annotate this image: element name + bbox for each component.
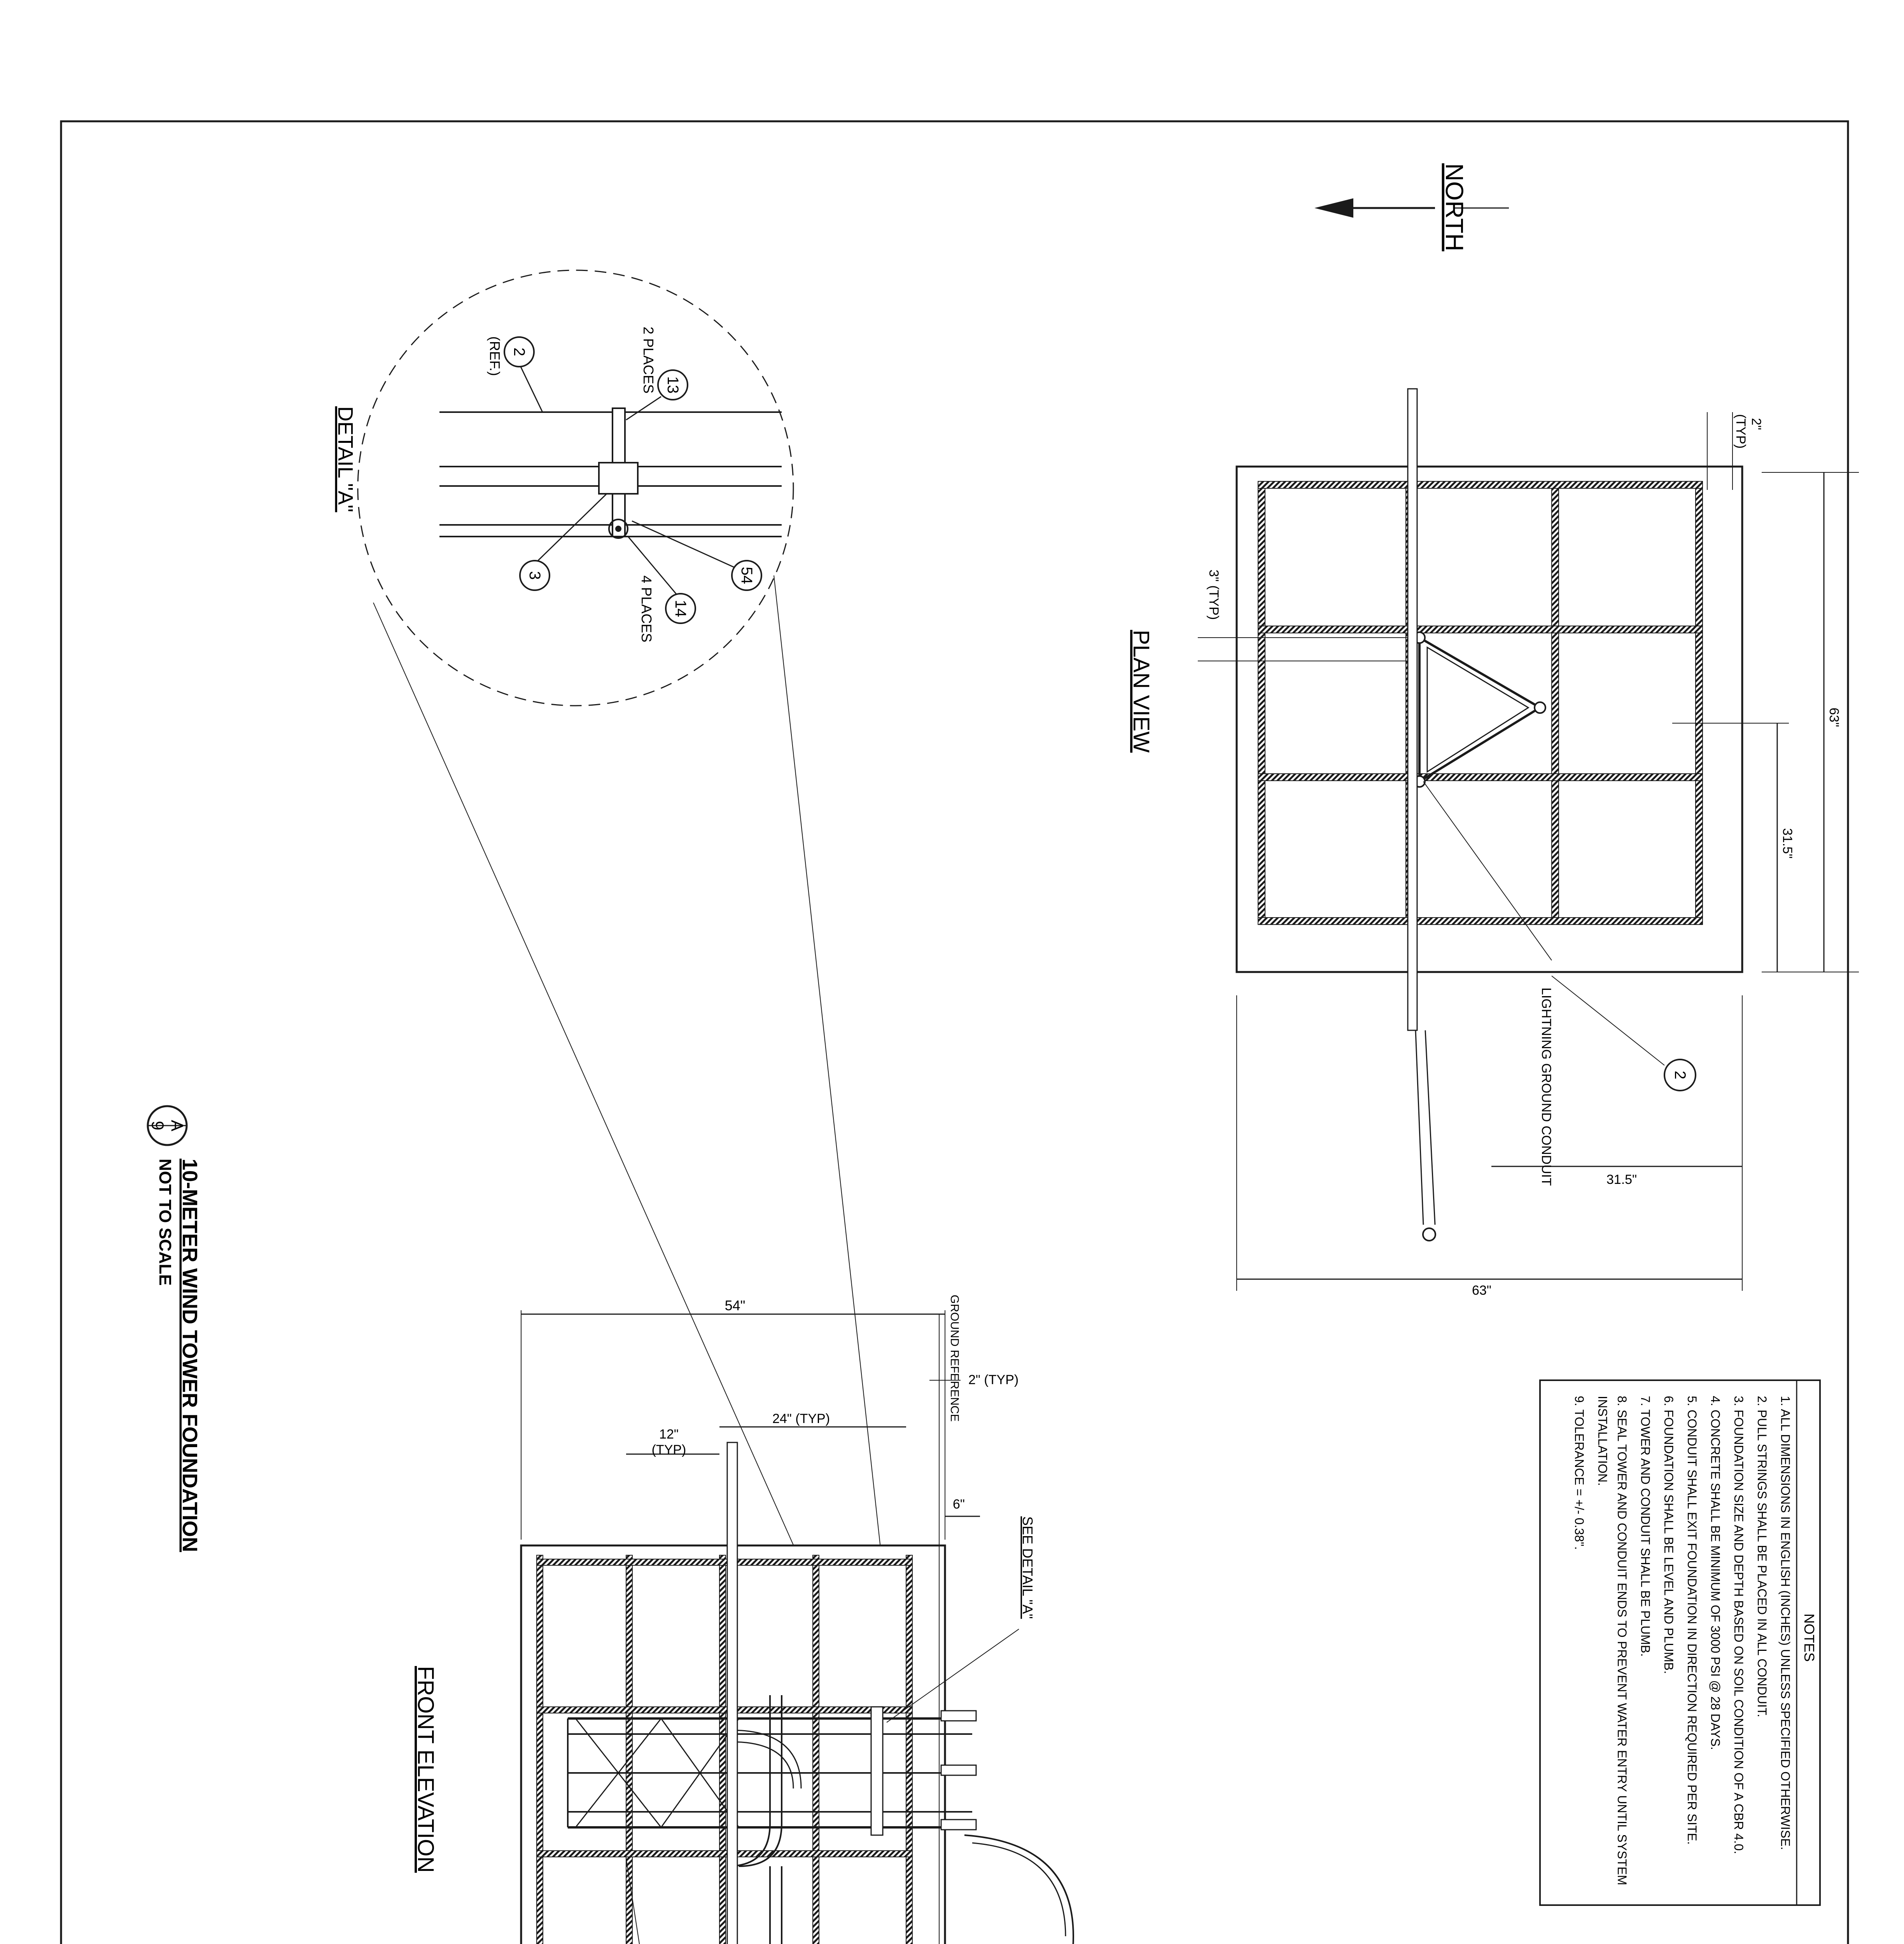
detail-a-ref: (REF.) <box>487 336 503 376</box>
front-dim-6: 6" <box>953 1497 965 1512</box>
detail-a-bubble-54: 54 <box>738 566 755 584</box>
plan-dim-31-5-bottom: 31.5" <box>1606 1172 1637 1187</box>
plan-dim-3-typ: 3" (TYP) <box>1206 570 1221 620</box>
front-dim-2-typ: 2" (TYP) <box>968 1372 1019 1387</box>
notes-item-8: 8. SEAL TOWER AND CONDUIT ENDS TO PREVENT WATER ENTRY UNTIL SYSTEM <box>1615 1396 1629 1885</box>
section-tag-sheet: 9 <box>148 1121 167 1131</box>
notes-item-4: 4. CONCRETE SHALL BE MINIMUM OF 3000 PSI @ 28 DAYS. <box>1708 1396 1722 1750</box>
detail-a-4-places: 4 PLACES <box>639 575 654 643</box>
front-dim-54: 54" <box>724 1297 746 1313</box>
plan-view-title: PLAN VIEW <box>1129 630 1154 753</box>
detail-a-bubble-13: 13 <box>664 376 681 394</box>
section-tag-title: 10-METER WIND TOWER FOUNDATION <box>178 1159 201 1552</box>
front-dim-12: 12" <box>659 1427 679 1442</box>
north-label: NORTH <box>1440 163 1468 252</box>
front-elevation <box>413 1295 1172 1944</box>
detail-a-bubble-2: 2 <box>511 347 528 357</box>
front-dim-12-typ: (TYP) <box>651 1442 686 1457</box>
notes-item-2: 2. PULL STRINGS SHALL BE PLACED IN ALL CONDUIT. <box>1755 1396 1769 1717</box>
detail-a <box>334 270 898 1711</box>
north-arrow <box>1314 163 1509 251</box>
detail-a-2-places: 2 PLACES <box>640 327 656 394</box>
plan-view <box>1129 389 1859 1298</box>
plan-dim-63-right: 63" <box>1827 708 1841 727</box>
plan-dim-top-2: 2" <box>1749 418 1764 430</box>
detail-a-bubble-3: 3 <box>526 571 543 580</box>
notes-item-1: 1. ALL DIMENSIONS IN ENGLISH (INCHES) UNLESS SPECIFIED OTHERWISE. <box>1778 1396 1792 1850</box>
notes-title: NOTES <box>1801 1614 1817 1662</box>
front-see-detail: SEE DETAIL "A" <box>1020 1516 1036 1619</box>
section-tag <box>148 1106 201 1552</box>
detail-a-title: DETAIL "A" <box>334 406 357 512</box>
notes-item-5: 5. CONDUIT SHALL EXIT FOUNDATION IN DIRECTION REQUIRED PER SITE. <box>1685 1396 1699 1845</box>
notes-item-7: 7. TOWER AND CONDUIT SHALL BE PLUMB. <box>1638 1396 1652 1657</box>
front-ground-reference: GROUND REFERENCE <box>948 1295 961 1422</box>
section-tag-letter: A <box>167 1120 187 1131</box>
plan-bubble-2: 2 <box>1671 1070 1689 1080</box>
notes-item-3: 3. FOUNDATION SIZE AND DEPTH BASED ON SOIL CONDITION OF A CBR 4.0. <box>1732 1396 1746 1854</box>
plan-conduit-label: LIGHTNING GROUND CONDUIT <box>1539 988 1554 1186</box>
plan-dim-63-bottom: 63" <box>1472 1283 1491 1298</box>
front-dim-24-typ: 24" (TYP) <box>772 1411 830 1426</box>
plan-dim-31-5-right: 31.5" <box>1780 828 1795 859</box>
plan-foundation-outline <box>1237 467 1742 972</box>
detail-a-bubble-14: 14 <box>672 600 689 617</box>
front-elevation-title: FRONT ELEVATION <box>413 1666 438 1873</box>
section-tag-subtitle: NOT TO SCALE <box>156 1159 175 1286</box>
notes-block <box>1540 1380 1820 1905</box>
plan-dim-top-typ: (TYP) <box>1733 414 1748 449</box>
notes-item-6: 6. FOUNDATION SHALL BE LEVEL AND PLUMB. <box>1662 1396 1676 1674</box>
notes-item-8-cont: INSTALLATION. <box>1596 1396 1610 1486</box>
notes-item-9: 9. TOLERANCE = +/- 0.38". <box>1572 1396 1586 1550</box>
